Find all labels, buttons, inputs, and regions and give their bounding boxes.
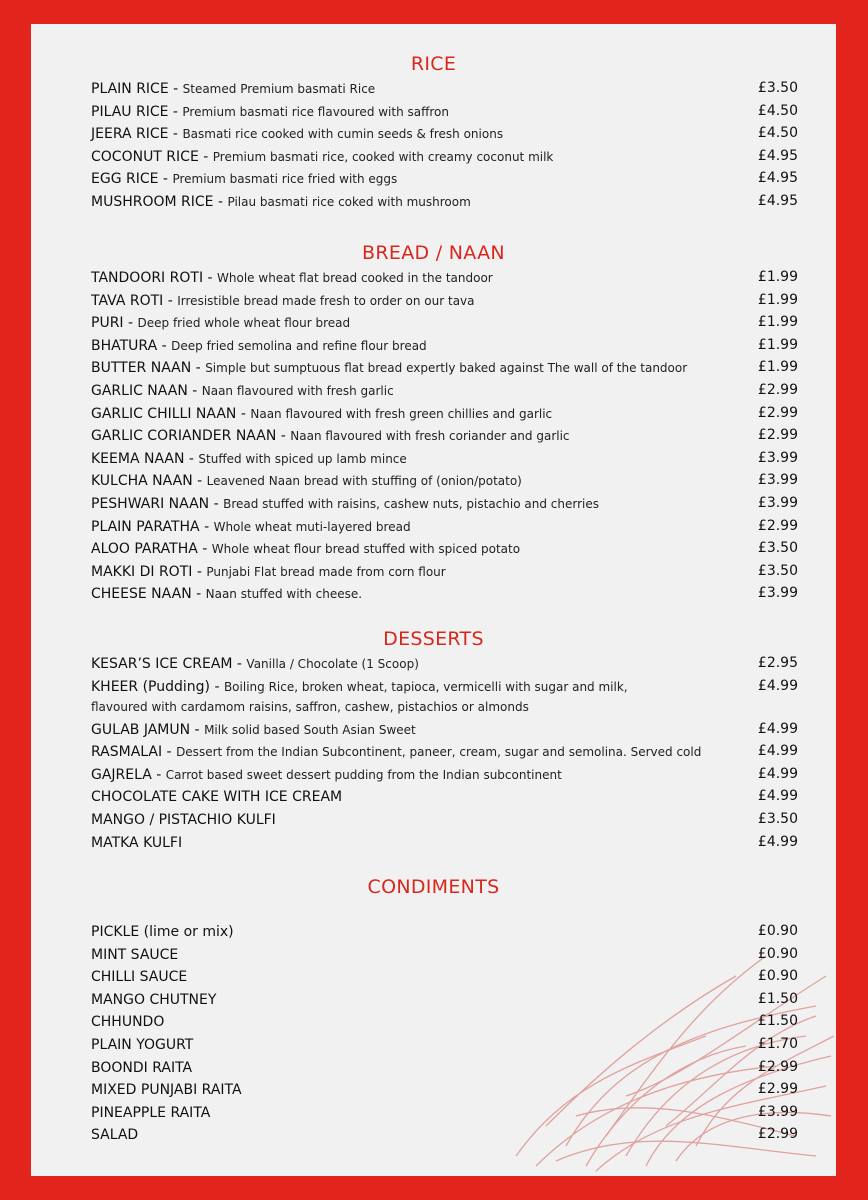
menu-item-name: SALAD — [91, 1127, 139, 1144]
menu-item-name: MANGO / PISTACHIO KULFI — [91, 811, 276, 828]
menu-item — [31, 652, 836, 675]
menu-item-line — [91, 921, 234, 940]
menu-item-price: £2.99 — [757, 1081, 798, 1098]
menu-item-price: £4.50 — [757, 125, 798, 142]
menu-item-name: BOONDI RAITA — [91, 1059, 193, 1076]
menu-item — [31, 356, 836, 379]
menu-item-price: £4.99 — [757, 833, 798, 850]
menu-item-line — [91, 561, 446, 580]
menu-sheet — [31, 24, 836, 1176]
section-title-bread: BREAD / NAAN — [362, 242, 505, 264]
menu-item-name: MINT SAUCE — [91, 946, 179, 963]
section-title-condiments: CONDIMENTS — [367, 876, 500, 898]
menu-item-description: Whole wheat flat bread cooked in the tandoor — [217, 271, 493, 285]
menu-item — [31, 1123, 836, 1146]
menu-item-description: Whole wheat flour bread stuffed with spiced potato — [211, 542, 521, 557]
menu-item-line — [91, 786, 342, 805]
menu-item-line — [91, 1079, 242, 1098]
menu-item-description: Dessert from the Indian Subcontinent, paneer, cream, sugar and semolina. Served cold — [176, 745, 702, 760]
menu-item-price: £4.99 — [757, 720, 798, 737]
menu-item-line — [91, 764, 562, 783]
section-desserts — [31, 626, 836, 853]
menu-item-name: PLAIN RICE - — [91, 81, 183, 97]
menu-item-price: £1.99 — [757, 336, 798, 353]
menu-item-name: CHOCOLATE CAKE WITH ICE CREAM — [91, 789, 343, 806]
menu-item-line — [91, 357, 687, 376]
menu-item-price: £3.50 — [757, 540, 798, 557]
menu-item — [31, 675, 836, 718]
menu-item — [31, 515, 836, 538]
menu-item-name: GARLIC CHILLI NAAN - — [91, 405, 251, 422]
menu-item-name: PICKLE (lime or mix) — [91, 924, 234, 940]
menu-item — [31, 311, 836, 334]
menu-item-line — [91, 470, 522, 489]
menu-item — [31, 965, 836, 988]
menu-item-description: Premium basmati rice fried with eggs — [172, 172, 398, 187]
menu-item — [31, 424, 836, 447]
menu-item-price: £4.95 — [757, 192, 798, 209]
desserts-list — [31, 652, 836, 853]
menu-item-line — [91, 290, 475, 309]
menu-item-price: £3.50 — [757, 810, 798, 827]
menu-item-line — [91, 101, 449, 120]
menu-item — [31, 122, 836, 145]
menu-item-description: Punjabi Flat bread made from corn flour — [206, 564, 446, 579]
menu-item-description: Basmati rice cooked with cumin seeds & fresh onions — [182, 127, 504, 142]
section-title-rice: RICE — [410, 53, 457, 75]
menu-item-line — [91, 448, 407, 467]
menu-item-name: CHILLI SAUCE — [91, 969, 188, 986]
menu-item — [31, 1101, 836, 1124]
menu-item — [31, 1078, 836, 1101]
menu-item-name: COCONUT RICE - — [91, 148, 213, 165]
section-condiments — [31, 874, 836, 1146]
menu-item-name: BUTTER NAAN - — [91, 360, 206, 377]
menu-item-price: £3.99 — [757, 449, 798, 466]
menu-item-description: Milk solid based South Asian Sweet — [204, 722, 416, 737]
menu-item-name: KULCHA NAAN - — [91, 473, 207, 490]
menu-item — [31, 831, 836, 854]
menu-item-price: £4.95 — [757, 147, 798, 164]
menu-item-line — [91, 1057, 192, 1076]
menu-item — [31, 920, 836, 943]
menu-item — [31, 988, 836, 1011]
menu-item-price: £2.99 — [757, 1058, 798, 1075]
menu-item-description: Deep fried semolina and refine flour bread — [171, 338, 427, 353]
menu-item — [31, 447, 836, 470]
menu-item-line — [91, 1034, 193, 1053]
menu-item-name: PLAIN YOGURT — [91, 1036, 194, 1053]
menu-item-name: BHATURA - — [91, 337, 172, 354]
menu-item-description: Premium basmati rice, cooked with creamy coconut milk — [212, 149, 554, 164]
menu-item-price: £2.99 — [757, 1126, 798, 1143]
menu-item-price: £1.50 — [757, 1013, 798, 1030]
menu-item-line — [91, 267, 493, 286]
menu-item-line — [91, 989, 216, 1008]
menu-item — [31, 943, 836, 966]
menu-item-price: £2.99 — [757, 381, 798, 398]
menu-item-price: £4.99 — [757, 677, 798, 694]
menu-item — [31, 145, 836, 168]
menu-item-line — [91, 493, 599, 512]
menu-item-line — [91, 1102, 210, 1121]
menu-item-name: PURI - — [91, 315, 138, 332]
menu-item — [31, 740, 836, 763]
menu-item — [31, 266, 836, 289]
menu-item — [31, 785, 836, 808]
menu-item-line — [91, 312, 350, 331]
menu-item-description: Simple but sumptuous flat bread expertly baked against The wall of the tandoor — [205, 361, 688, 376]
menu-item — [31, 100, 836, 123]
menu-item-price: £4.99 — [757, 765, 798, 782]
menu-item-price: £0.90 — [757, 945, 798, 962]
spacer — [31, 900, 836, 920]
menu-item-line — [91, 516, 411, 535]
menu-item — [31, 1056, 836, 1079]
menu-item-name: ALOO PARATHA - — [91, 541, 212, 558]
menu-item-line — [91, 944, 178, 963]
menu-item-description: Vanilla / Chocolate (1 Scoop) — [246, 657, 419, 671]
menu-item — [31, 718, 836, 741]
menu-item-line — [91, 653, 419, 672]
menu-item-name: KEEMA NAAN - — [91, 450, 199, 467]
section-rice — [31, 51, 836, 213]
menu-item-description: Naan flavoured with fresh garlic — [201, 383, 394, 398]
menu-item — [31, 492, 836, 515]
menu-item-name: MIXED PUNJABI RAITA — [91, 1082, 242, 1099]
menu-item-name: EGG RICE - — [91, 171, 173, 188]
menu-item-price: £0.90 — [757, 923, 798, 939]
menu-item-line — [91, 168, 397, 187]
menu-item-line — [91, 335, 427, 354]
menu-item-description: Whole wheat muti-layered bread — [213, 519, 411, 534]
menu-item — [31, 808, 836, 831]
menu-item-price: £3.50 — [757, 562, 798, 579]
menu-item-price: £1.99 — [757, 359, 798, 376]
menu-item-description: Deep fried whole wheat flour bread — [137, 316, 351, 331]
menu-item-line — [91, 403, 552, 422]
menu-item-line — [91, 123, 503, 142]
menu-item-price: £3.99 — [757, 494, 798, 511]
menu-item-line — [91, 1124, 138, 1143]
menu-item-line — [91, 380, 394, 399]
menu-item-description: Leavened Naan bread with stuffing of (onion/potato) — [206, 474, 522, 489]
menu-item-line — [91, 676, 628, 695]
menu-item-name: MANGO CHUTNEY — [91, 991, 217, 1008]
menu-item-description: Irresistible bread made fresh to order on our tava — [177, 293, 475, 308]
menu-item-name: MATKA KULFI — [91, 834, 183, 851]
menu-item-line — [91, 425, 570, 444]
menu-item — [31, 334, 836, 357]
menu-item-name: PESHWARI NAAN - — [91, 495, 224, 512]
menu-item-description: Premium basmati rice flavoured with saffron — [182, 104, 450, 119]
menu-item-name: PLAIN PARATHA - — [91, 518, 214, 535]
menu-item-line — [91, 1011, 164, 1030]
menu-item-price: £3.50 — [757, 80, 798, 96]
menu-item-price: £3.99 — [757, 585, 798, 602]
menu-item-price: £4.99 — [757, 788, 798, 805]
menu-item-description: Pilau basmati rice coked with mushroom — [227, 194, 471, 209]
menu-item-name: GARLIC CORIANDER NAAN - — [91, 428, 291, 445]
menu-item-price: £3.99 — [757, 1103, 798, 1120]
menu-item-price: £4.99 — [757, 743, 798, 760]
menu-item-description: Naan flavoured with fresh green chillies and garlic — [250, 406, 553, 421]
menu-item-price: £1.99 — [757, 269, 798, 285]
menu-item-price: £2.99 — [757, 404, 798, 421]
section-bread — [31, 240, 836, 605]
menu-item-line — [91, 832, 182, 851]
menu-item-name: PILAU RICE - — [91, 103, 183, 120]
menu-item-description: Carrot based sweet dessert pudding from the Indian subcontinent — [165, 767, 562, 782]
menu-item-price: £2.99 — [757, 427, 798, 444]
menu-item-name: PINEAPPLE RAITA — [91, 1104, 211, 1121]
menu-item-price: £2.95 — [757, 655, 798, 671]
menu-item-name: RASMALAI - — [91, 744, 177, 761]
menu-item-line — [91, 966, 187, 985]
menu-item-price: £3.99 — [757, 472, 798, 489]
menu-item — [31, 379, 836, 402]
menu-item-name: MUSHROOM RICE - — [91, 193, 228, 210]
menu-item-description: Naan stuffed with cheese. — [205, 587, 363, 602]
menu-item-line — [91, 538, 520, 557]
rice-list — [31, 77, 836, 213]
menu-item-price: £4.95 — [757, 170, 798, 187]
menu-item-name: MAKKI DI ROTI - — [91, 563, 207, 580]
menu-item-line — [91, 191, 471, 210]
menu-item-description: Stuffed with spiced up lamb mince — [198, 451, 407, 466]
menu-item-name: JEERA RICE - — [91, 126, 183, 143]
menu-item-description: Bread stuffed with raisins, cashew nuts, pistachio and cherries — [223, 496, 599, 511]
menu-item-price: £2.99 — [757, 517, 798, 534]
menu-item — [31, 469, 836, 492]
menu-item-name: KESAR’S ICE CREAM - — [91, 656, 247, 672]
menu-item-name: GULAB JAMUN - — [91, 721, 205, 738]
menu-item — [31, 1010, 836, 1033]
condiments-list — [31, 920, 836, 1146]
menu-item-line — [91, 78, 375, 97]
menu-item-line — [91, 146, 553, 165]
menu-item — [31, 289, 836, 312]
menu-item-name: GARLIC NAAN - — [91, 382, 202, 399]
menu-item — [31, 537, 836, 560]
menu-item-name: TANDOORI ROTI - — [91, 270, 218, 286]
menu-item-price: £0.90 — [757, 968, 798, 985]
bread-list — [31, 266, 836, 605]
menu-item — [31, 167, 836, 190]
menu-item-line — [91, 583, 362, 602]
menu-item-price: £4.50 — [757, 102, 798, 119]
menu-item-name: CHHUNDO — [91, 1014, 165, 1031]
menu-item — [31, 560, 836, 583]
menu-item-price: £1.50 — [757, 990, 798, 1007]
menu-item — [31, 190, 836, 213]
menu-item-line — [91, 719, 416, 738]
menu-item-line — [91, 809, 276, 828]
menu-item-price: £1.70 — [757, 1035, 798, 1052]
menu-item-name: TAVA ROTI - — [91, 292, 178, 309]
menu-item-name: GAJRELA - — [91, 766, 166, 783]
menu-item-name: CHEESE NAAN - — [91, 586, 206, 603]
menu-item-description: Boiling Rice, broken wheat, tapioca, vermicelli with sugar and milk, — [223, 679, 628, 694]
menu-item-line — [91, 741, 701, 760]
menu-item — [31, 1033, 836, 1056]
menu-item-price: £1.99 — [757, 291, 798, 308]
menu-item — [31, 763, 836, 786]
menu-item — [31, 582, 836, 605]
menu-item-description-continued: flavoured with cardamom raisins, saffron, cashew, pistachios or almonds — [91, 699, 529, 714]
menu-item-name: KHEER (Pudding) - — [91, 678, 224, 695]
menu-item-price: £1.99 — [757, 314, 798, 331]
menu-item-description: Steamed Premium basmati Rice — [182, 82, 376, 96]
section-title-desserts: DESSERTS — [383, 628, 484, 650]
menu-item-description: Naan flavoured with fresh coriander and garlic — [290, 429, 570, 444]
menu-item — [31, 402, 836, 425]
menu-item — [31, 77, 836, 100]
